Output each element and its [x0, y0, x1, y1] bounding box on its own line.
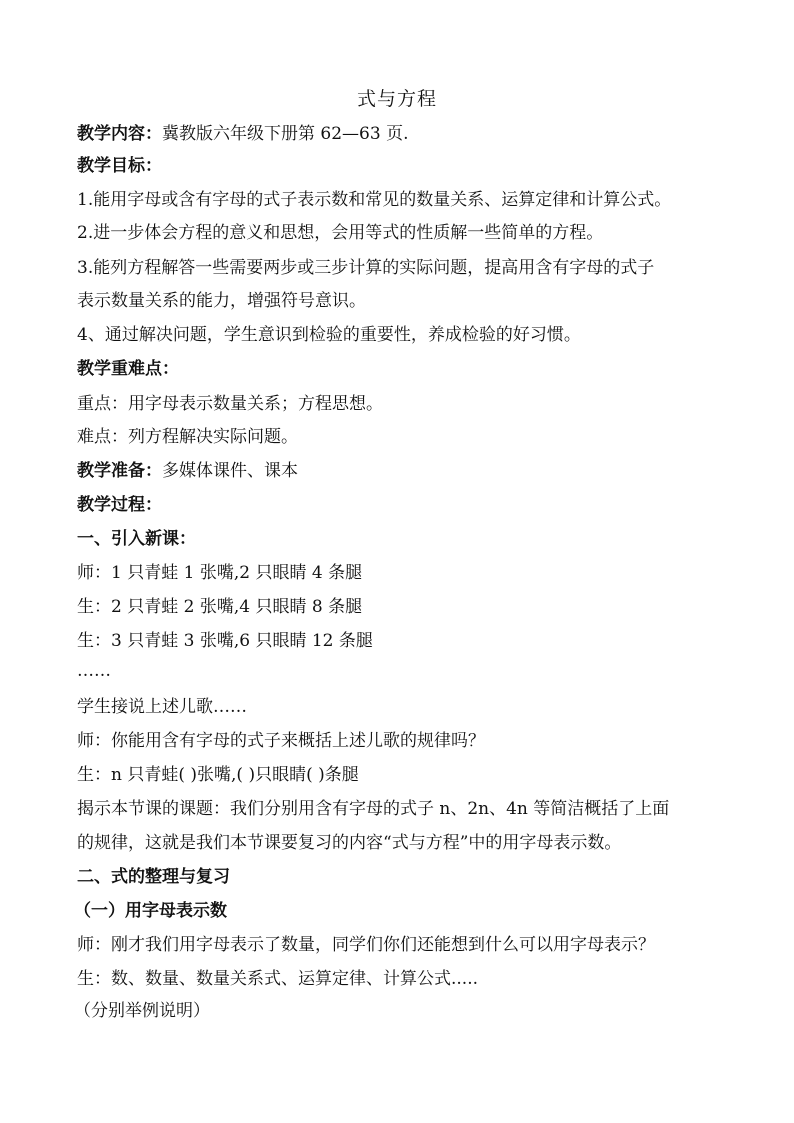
dialogue-line: 师：1 只青蛙 1 张嘴,2 只眼睛 4 条腿 [77, 563, 363, 583]
content-line [77, 123, 408, 145]
goal-item: 1.能用字母或含有字母的式子表示数和常见的数量关系、运算定律和计算公式。 [77, 190, 672, 210]
dialogue-line: 师：刚才我们用字母表示了数量，同学们你们还能想到什么可以用字母表示？ [77, 935, 655, 955]
prep-label: 教学准备： [77, 461, 162, 481]
section1-heading: 一、引入新课： [77, 529, 196, 549]
dialogue-line: 生：数、数量、数量关系式、运算定律、计算公式..... [77, 969, 479, 989]
difficult-point: 难点：列方程解决实际问题。 [77, 427, 298, 447]
dialogue-line: 学生接说上述儿歌…… [77, 697, 247, 717]
process-heading: 教学过程： [77, 495, 162, 515]
goal-item-continuation: 表示数量关系的能力，增强符号意识。 [77, 291, 366, 311]
goal-item: 4、通过解决问题，学生意识到检验的重要性，养成检验的好习惯。 [77, 325, 581, 345]
goal-item: 2.进一步体会方程的意义和思想，会用等式的性质解一些简单的方程。 [77, 223, 604, 243]
goals-heading: 教学目标： [77, 156, 162, 176]
prep-line [77, 460, 298, 482]
dialogue-line: 生：n 只青蛙( )张嘴,( )只眼睛( )条腿 [77, 765, 359, 785]
paragraph-line: 的规律，这就是我们本节课要复习的内容“式与方程”中的用字母表示数。 [77, 833, 622, 853]
goal-item: 3.能列方程解答一些需要两步或三步计算的实际问题，提高用含有字母的式子 [77, 258, 655, 278]
key-point: 重点：用字母表示数量关系；方程思想。 [77, 394, 383, 414]
dialogue-line: 师：你能用含有字母的式子来概括上述儿歌的规律吗？ [77, 731, 485, 751]
section2-heading: 二、式的整理与复习 [77, 867, 230, 887]
note-line: （分别举例说明） [74, 1001, 210, 1021]
content-text: 冀教版六年级下册第 62—63 页. [162, 124, 409, 144]
paragraph-line: 揭示本节课的课题：我们分别用含有字母的式子 n、2n、4n 等简洁概括了上面 [77, 799, 670, 819]
prep-text: 多媒体课件、课本 [162, 461, 298, 481]
subsection1-heading: （一）用字母表示数 [74, 901, 227, 921]
ellipsis-line: …… [77, 661, 111, 681]
dialogue-line: 生：2 只青蛙 2 张嘴,4 只眼睛 8 条腿 [77, 597, 363, 617]
content-label: 教学内容： [77, 124, 162, 144]
dialogue-line: 生：3 只青蛙 3 张嘴,6 只眼睛 12 条腿 [77, 631, 373, 651]
keypoints-heading: 教学重难点： [77, 359, 179, 379]
document-title: 式与方程 [356, 88, 437, 110]
